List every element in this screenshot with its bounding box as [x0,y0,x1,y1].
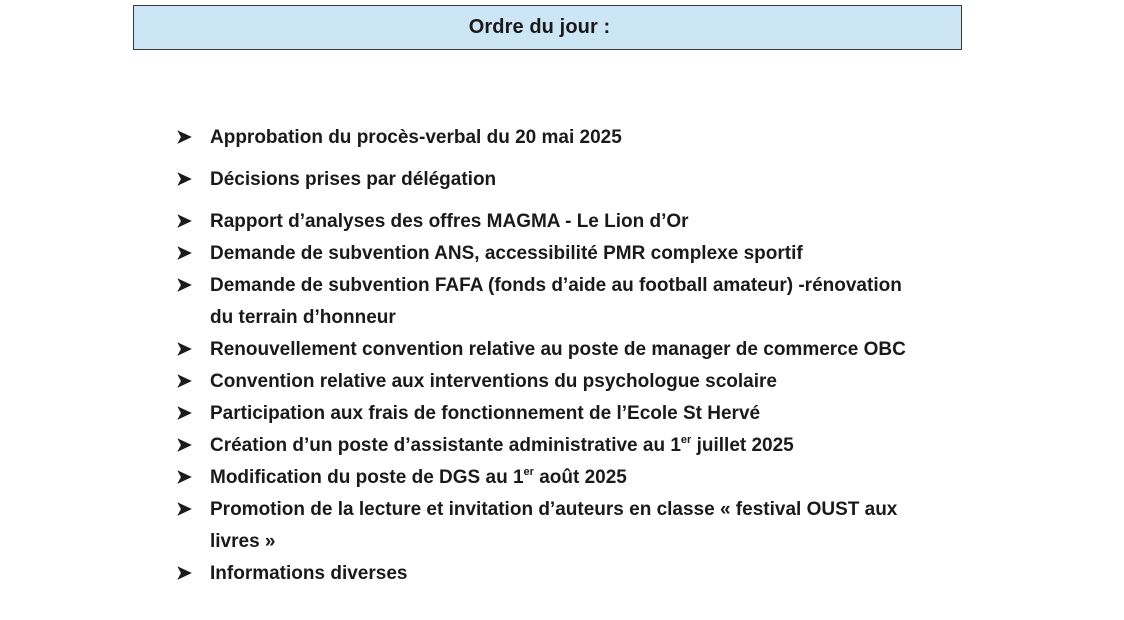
agenda-item-text: Renouvellement convention relative au poste de manager de commerce OBC [210,339,906,360]
arrowhead-bullet-icon: ➤ [176,435,192,456]
arrowhead-bullet-icon: ➤ [176,499,192,520]
agenda-item-text-before: Création d’un poste d’assistante administrative au 1 [210,435,681,456]
agenda-item-text: Rapport d’analyses des offres MAGMA - Le Lion d’Or [210,211,689,232]
list-item [176,366,976,398]
agenda-item-text [210,494,976,558]
arrowhead-bullet-icon: ➤ [176,563,192,584]
arrowhead-bullet-icon: ➤ [176,339,192,360]
list-item [176,494,976,558]
arrowhead-bullet-icon: ➤ [176,169,192,190]
list-item [176,558,976,590]
ordinal-superscript: er [523,466,534,478]
list-item [176,398,976,430]
arrowhead-bullet-icon: ➤ [176,127,192,148]
agenda-item-text-after: juillet 2025 [691,435,794,456]
agenda-header-box [133,5,962,50]
list-item [176,462,976,494]
list-item [176,206,976,238]
arrowhead-bullet-icon: ➤ [176,275,192,296]
agenda-item-text: Approbation du procès-verbal du 20 mai 2025 [210,127,622,148]
arrowhead-bullet-icon: ➤ [176,467,192,488]
arrowhead-bullet-icon: ➤ [176,371,192,392]
agenda-item-line: livres » [210,531,276,552]
list-item [176,238,976,270]
agenda-item-line: Demande de subvention FAFA (fonds d’aide au football amateur) -rénovation [210,275,902,296]
agenda-item-text [210,270,976,334]
agenda-item-text-after: août 2025 [533,467,627,488]
arrowhead-bullet-icon: ➤ [176,403,192,424]
agenda-list [176,122,976,590]
agenda-item-text [210,462,976,494]
agenda-item-text: Participation aux frais de fonctionnement de l’Ecole St Hervé [210,403,761,424]
agenda-item-line: du terrain d’honneur [210,307,396,328]
agenda-item-text: Informations diverses [210,563,408,584]
list-item [176,122,976,154]
arrowhead-bullet-icon: ➤ [176,211,192,232]
arrowhead-bullet-icon: ➤ [176,243,192,264]
spacer [176,196,976,206]
agenda-item-line: Promotion de la lecture et invitation d’auteurs en classe « festival OUST aux [210,499,898,520]
spacer [176,154,976,164]
page-title: Ordre du jour : [468,16,611,38]
agenda-item-text: Demande de subvention ANS, accessibilité PMR complexe sportif [210,243,803,264]
agenda-item-text: Convention relative aux interventions du psychologue scolaire [210,371,777,392]
list-item [176,270,976,334]
list-item [176,430,976,462]
agenda-item-text [210,430,976,462]
agenda-item-text: Décisions prises par délégation [210,169,497,190]
list-item [176,334,976,366]
ordinal-superscript: er [680,434,692,446]
list-item [176,164,976,196]
agenda-item-text-before: Modification du poste de DGS au 1 [210,467,524,488]
